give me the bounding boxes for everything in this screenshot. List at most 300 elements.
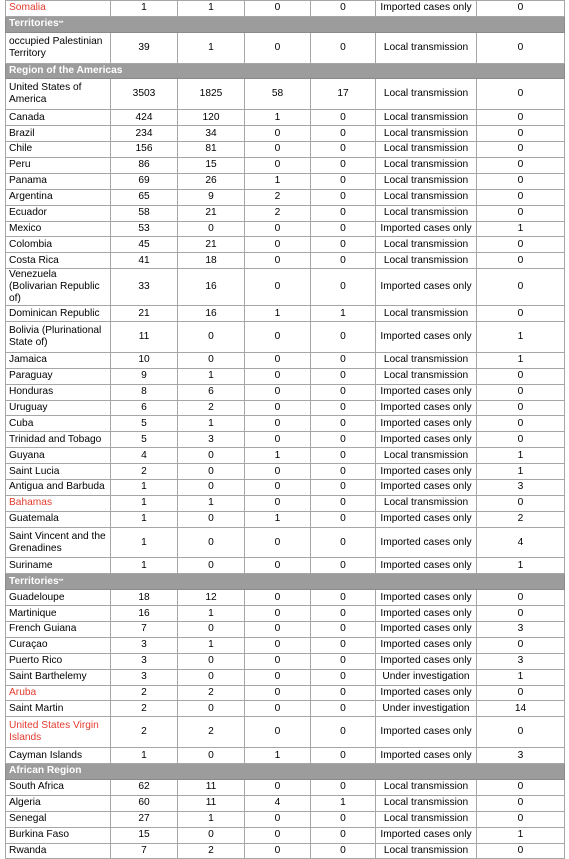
table-row — [6, 590, 565, 606]
days-since-last-case: 0 — [477, 189, 565, 205]
country-name: Chile — [6, 142, 111, 158]
days-since-last-case: 3 — [477, 748, 565, 764]
section-header-row — [6, 63, 565, 79]
total-deaths: 0 — [245, 269, 311, 306]
total-cases: 21 — [111, 306, 178, 322]
days-since-last-case: 1 — [477, 221, 565, 237]
country-name: French Guiana — [6, 622, 111, 638]
country-name: Algeria — [6, 795, 111, 811]
table-row — [6, 811, 565, 827]
new-deaths: 0 — [311, 827, 376, 843]
section-header-row — [6, 574, 565, 590]
footnote-marker: ** — [58, 21, 64, 28]
new-deaths: 0 — [311, 237, 376, 253]
new-cases: 18 — [178, 253, 245, 269]
total-deaths: 1 — [245, 173, 311, 189]
total-cases: 1 — [111, 748, 178, 764]
total-deaths: 0 — [245, 237, 311, 253]
new-deaths: 0 — [311, 653, 376, 669]
total-deaths: 2 — [245, 189, 311, 205]
table-row — [6, 189, 565, 205]
new-cases: 9 — [178, 189, 245, 205]
total-cases: 11 — [111, 322, 178, 353]
country-name: Saint Martin — [6, 701, 111, 717]
table-row — [6, 748, 565, 764]
total-cases: 5 — [111, 432, 178, 448]
new-deaths: 0 — [311, 606, 376, 622]
days-since-last-case: 0 — [477, 142, 565, 158]
new-deaths: 0 — [311, 1, 376, 17]
transmission-classification: Imported cases only — [376, 221, 477, 237]
table-row — [6, 495, 565, 511]
total-cases: 1 — [111, 511, 178, 527]
country-name: Guatemala — [6, 511, 111, 527]
new-deaths: 0 — [311, 448, 376, 464]
country-name: Ecuador — [6, 205, 111, 221]
transmission-classification: Imported cases only — [376, 827, 477, 843]
new-deaths: 0 — [311, 205, 376, 221]
section-header — [6, 764, 565, 780]
days-since-last-case: 0 — [477, 606, 565, 622]
new-cases: 0 — [178, 322, 245, 353]
table-row — [6, 779, 565, 795]
table-row — [6, 685, 565, 701]
table-row — [6, 157, 565, 173]
total-deaths: 0 — [245, 142, 311, 158]
total-deaths: 0 — [245, 32, 311, 63]
total-cases: 41 — [111, 253, 178, 269]
table-row — [6, 322, 565, 353]
total-deaths: 1 — [245, 306, 311, 322]
new-cases: 1825 — [178, 79, 245, 110]
new-cases: 12 — [178, 590, 245, 606]
country-name: Antigua and Barbuda — [6, 479, 111, 495]
new-cases: 1 — [178, 495, 245, 511]
total-cases: 2 — [111, 701, 178, 717]
days-since-last-case: 0 — [477, 432, 565, 448]
days-since-last-case: 0 — [477, 590, 565, 606]
country-name: Mexico — [6, 221, 111, 237]
days-since-last-case: 1 — [477, 669, 565, 685]
total-deaths: 0 — [245, 622, 311, 638]
new-deaths: 0 — [311, 416, 376, 432]
country-name: Panama — [6, 173, 111, 189]
total-deaths: 0 — [245, 1, 311, 17]
days-since-last-case: 0 — [477, 400, 565, 416]
total-cases: 2 — [111, 685, 178, 701]
total-cases: 3 — [111, 669, 178, 685]
total-cases: 27 — [111, 811, 178, 827]
days-since-last-case: 3 — [477, 479, 565, 495]
total-deaths: 0 — [245, 637, 311, 653]
transmission-classification: Under investigation — [376, 669, 477, 685]
country-name: Peru — [6, 157, 111, 173]
transmission-classification: Imported cases only — [376, 322, 477, 353]
new-deaths: 0 — [311, 495, 376, 511]
total-deaths: 1 — [245, 448, 311, 464]
total-cases: 234 — [111, 126, 178, 142]
total-deaths: 0 — [245, 685, 311, 701]
new-cases: 0 — [178, 748, 245, 764]
total-cases: 53 — [111, 221, 178, 237]
country-name: Cuba — [6, 416, 111, 432]
table-row — [6, 205, 565, 221]
transmission-classification: Imported cases only — [376, 685, 477, 701]
total-deaths: 0 — [245, 843, 311, 859]
new-deaths: 0 — [311, 717, 376, 748]
total-cases: 33 — [111, 269, 178, 306]
total-cases: 4 — [111, 448, 178, 464]
new-cases: 1 — [178, 637, 245, 653]
total-deaths: 0 — [245, 157, 311, 173]
total-deaths: 2 — [245, 205, 311, 221]
days-since-last-case: 0 — [477, 306, 565, 322]
country-name: Honduras — [6, 384, 111, 400]
days-since-last-case: 14 — [477, 701, 565, 717]
new-cases: 0 — [178, 464, 245, 480]
table-row — [6, 448, 565, 464]
days-since-last-case: 0 — [477, 205, 565, 221]
total-deaths: 4 — [245, 795, 311, 811]
new-cases: 0 — [178, 827, 245, 843]
total-deaths: 0 — [245, 464, 311, 480]
days-since-last-case: 3 — [477, 653, 565, 669]
total-cases: 58 — [111, 205, 178, 221]
case-table — [5, 0, 565, 859]
country-name: United States Virgin Islands — [6, 717, 111, 748]
total-deaths: 0 — [245, 495, 311, 511]
total-cases: 156 — [111, 142, 178, 158]
days-since-last-case: 0 — [477, 173, 565, 189]
new-deaths: 0 — [311, 748, 376, 764]
new-cases: 0 — [178, 669, 245, 685]
new-deaths: 0 — [311, 527, 376, 558]
days-since-last-case: 0 — [477, 495, 565, 511]
total-deaths: 0 — [245, 590, 311, 606]
transmission-classification: Imported cases only — [376, 400, 477, 416]
table-row — [6, 653, 565, 669]
country-name: Puerto Rico — [6, 653, 111, 669]
new-deaths: 0 — [311, 400, 376, 416]
total-cases: 5 — [111, 416, 178, 432]
table-row — [6, 843, 565, 859]
section-title: Region of the Americas — [9, 65, 123, 77]
section-header — [6, 16, 565, 32]
days-since-last-case: 0 — [477, 157, 565, 173]
transmission-classification: Imported cases only — [376, 269, 477, 306]
days-since-last-case: 2 — [477, 511, 565, 527]
country-name: Canada — [6, 110, 111, 126]
new-deaths: 0 — [311, 558, 376, 574]
transmission-classification: Under investigation — [376, 701, 477, 717]
days-since-last-case: 0 — [477, 637, 565, 653]
new-deaths: 0 — [311, 110, 376, 126]
new-cases: 0 — [178, 653, 245, 669]
new-deaths: 0 — [311, 157, 376, 173]
transmission-classification: Imported cases only — [376, 1, 477, 17]
country-name: Guyana — [6, 448, 111, 464]
country-name: Curaçao — [6, 637, 111, 653]
transmission-classification: Local transmission — [376, 237, 477, 253]
total-cases: 1 — [111, 479, 178, 495]
new-cases: 0 — [178, 511, 245, 527]
transmission-classification: Local transmission — [376, 32, 477, 63]
transmission-classification: Local transmission — [376, 189, 477, 205]
new-cases: 0 — [178, 527, 245, 558]
new-cases: 0 — [178, 352, 245, 368]
total-deaths: 1 — [245, 110, 311, 126]
transmission-classification: Imported cases only — [376, 416, 477, 432]
new-deaths: 0 — [311, 126, 376, 142]
total-cases: 45 — [111, 237, 178, 253]
table-row — [6, 110, 565, 126]
country-name: Aruba — [6, 685, 111, 701]
new-deaths: 0 — [311, 843, 376, 859]
total-cases: 62 — [111, 779, 178, 795]
new-deaths: 0 — [311, 384, 376, 400]
transmission-classification: Imported cases only — [376, 717, 477, 748]
table-row — [6, 416, 565, 432]
transmission-classification: Local transmission — [376, 110, 477, 126]
total-deaths: 0 — [245, 811, 311, 827]
table-row — [6, 306, 565, 322]
country-name: Costa Rica — [6, 253, 111, 269]
total-deaths: 0 — [245, 368, 311, 384]
transmission-classification: Imported cases only — [376, 590, 477, 606]
transmission-classification: Local transmission — [376, 811, 477, 827]
new-deaths: 0 — [311, 479, 376, 495]
table-row — [6, 479, 565, 495]
table-row — [6, 142, 565, 158]
transmission-classification: Local transmission — [376, 779, 477, 795]
new-deaths: 0 — [311, 511, 376, 527]
table-row — [6, 237, 565, 253]
transmission-classification: Imported cases only — [376, 558, 477, 574]
country-name: United States of America — [6, 79, 111, 110]
country-name: Venezuela (Bolivarian Republic of) — [6, 269, 111, 306]
days-since-last-case: 1 — [477, 448, 565, 464]
transmission-classification: Local transmission — [376, 205, 477, 221]
country-name: Paraguay — [6, 368, 111, 384]
new-cases: 34 — [178, 126, 245, 142]
new-cases: 26 — [178, 173, 245, 189]
new-deaths: 0 — [311, 32, 376, 63]
days-since-last-case: 0 — [477, 269, 565, 306]
total-deaths: 0 — [245, 221, 311, 237]
new-cases: 1 — [178, 606, 245, 622]
new-deaths: 0 — [311, 368, 376, 384]
total-deaths: 0 — [245, 701, 311, 717]
new-cases: 16 — [178, 269, 245, 306]
country-name: Jamaica — [6, 352, 111, 368]
total-cases: 16 — [111, 606, 178, 622]
new-deaths: 0 — [311, 811, 376, 827]
new-deaths: 0 — [311, 779, 376, 795]
table-row — [6, 384, 565, 400]
country-name: Dominican Republic — [6, 306, 111, 322]
new-cases: 11 — [178, 779, 245, 795]
total-cases: 9 — [111, 368, 178, 384]
new-cases: 21 — [178, 237, 245, 253]
table-row — [6, 827, 565, 843]
new-deaths: 0 — [311, 432, 376, 448]
total-cases: 8 — [111, 384, 178, 400]
new-deaths: 0 — [311, 352, 376, 368]
transmission-classification: Local transmission — [376, 795, 477, 811]
transmission-classification: Local transmission — [376, 79, 477, 110]
section-header — [6, 63, 565, 79]
table-row — [6, 432, 565, 448]
total-cases: 18 — [111, 590, 178, 606]
table-row — [6, 173, 565, 189]
total-deaths: 0 — [245, 717, 311, 748]
new-deaths: 0 — [311, 701, 376, 717]
total-deaths: 0 — [245, 253, 311, 269]
transmission-classification: Local transmission — [376, 448, 477, 464]
new-deaths: 0 — [311, 173, 376, 189]
new-cases: 3 — [178, 432, 245, 448]
new-deaths: 0 — [311, 253, 376, 269]
country-name: Uruguay — [6, 400, 111, 416]
transmission-classification: Local transmission — [376, 368, 477, 384]
country-name: Somalia — [6, 1, 111, 17]
transmission-classification: Imported cases only — [376, 464, 477, 480]
section-header-row — [6, 764, 565, 780]
country-name: Trinidad and Tobago — [6, 432, 111, 448]
transmission-classification: Imported cases only — [376, 748, 477, 764]
total-deaths: 0 — [245, 352, 311, 368]
total-deaths: 0 — [245, 479, 311, 495]
table-row — [6, 606, 565, 622]
new-deaths: 0 — [311, 221, 376, 237]
total-cases: 39 — [111, 32, 178, 63]
total-deaths: 0 — [245, 779, 311, 795]
total-deaths: 0 — [245, 432, 311, 448]
new-deaths: 0 — [311, 622, 376, 638]
transmission-classification: Local transmission — [376, 157, 477, 173]
days-since-last-case: 4 — [477, 527, 565, 558]
country-name: Saint Vincent and the Grenadines — [6, 527, 111, 558]
new-deaths: 1 — [311, 795, 376, 811]
table-row — [6, 221, 565, 237]
transmission-classification: Imported cases only — [376, 622, 477, 638]
total-cases: 424 — [111, 110, 178, 126]
total-cases: 3 — [111, 637, 178, 653]
new-deaths: 0 — [311, 269, 376, 306]
total-deaths: 0 — [245, 669, 311, 685]
section-header-row — [6, 16, 565, 32]
days-since-last-case: 1 — [477, 322, 565, 353]
transmission-classification: Local transmission — [376, 352, 477, 368]
table-row — [6, 32, 565, 63]
new-cases: 120 — [178, 110, 245, 126]
total-deaths: 1 — [245, 748, 311, 764]
total-cases: 2 — [111, 464, 178, 480]
transmission-classification: Imported cases only — [376, 527, 477, 558]
days-since-last-case: 1 — [477, 558, 565, 574]
new-deaths: 0 — [311, 590, 376, 606]
country-name: Bahamas — [6, 495, 111, 511]
table-row — [6, 79, 565, 110]
new-cases: 1 — [178, 1, 245, 17]
days-since-last-case: 0 — [477, 253, 565, 269]
new-cases: 15 — [178, 157, 245, 173]
table-row — [6, 400, 565, 416]
days-since-last-case: 0 — [477, 1, 565, 17]
new-cases: 2 — [178, 400, 245, 416]
total-cases: 86 — [111, 157, 178, 173]
days-since-last-case: 1 — [477, 464, 565, 480]
total-cases: 10 — [111, 352, 178, 368]
total-deaths: 58 — [245, 79, 311, 110]
section-title: African Region — [9, 765, 82, 777]
table-row — [6, 253, 565, 269]
new-deaths: 0 — [311, 142, 376, 158]
transmission-classification: Imported cases only — [376, 479, 477, 495]
table-row — [6, 352, 565, 368]
table-row — [6, 464, 565, 480]
transmission-classification: Imported cases only — [376, 384, 477, 400]
days-since-last-case: 0 — [477, 384, 565, 400]
total-cases: 69 — [111, 173, 178, 189]
table-row — [6, 622, 565, 638]
new-cases: 0 — [178, 558, 245, 574]
new-cases: 1 — [178, 811, 245, 827]
transmission-classification: Local transmission — [376, 126, 477, 142]
transmission-classification: Imported cases only — [376, 606, 477, 622]
total-deaths: 0 — [245, 558, 311, 574]
new-cases: 2 — [178, 717, 245, 748]
country-name: Suriname — [6, 558, 111, 574]
new-cases: 1 — [178, 368, 245, 384]
new-cases: 0 — [178, 448, 245, 464]
country-name: Colombia — [6, 237, 111, 253]
table-row — [6, 558, 565, 574]
total-deaths: 0 — [245, 126, 311, 142]
country-name: Burkina Faso — [6, 827, 111, 843]
new-cases: 2 — [178, 685, 245, 701]
new-cases: 1 — [178, 32, 245, 63]
new-cases: 0 — [178, 221, 245, 237]
days-since-last-case: 0 — [477, 811, 565, 827]
table-row — [6, 511, 565, 527]
country-name: Saint Barthelemy — [6, 669, 111, 685]
country-name: South Africa — [6, 779, 111, 795]
table-row — [6, 637, 565, 653]
table-row — [6, 717, 565, 748]
country-name: Bolivia (Plurinational State of) — [6, 322, 111, 353]
new-deaths: 0 — [311, 685, 376, 701]
new-cases: 21 — [178, 205, 245, 221]
days-since-last-case: 1 — [477, 827, 565, 843]
transmission-classification: Local transmission — [376, 843, 477, 859]
table-row — [6, 368, 565, 384]
days-since-last-case: 3 — [477, 622, 565, 638]
days-since-last-case: 1 — [477, 352, 565, 368]
new-cases: 0 — [178, 622, 245, 638]
country-name: Cayman Islands — [6, 748, 111, 764]
days-since-last-case: 0 — [477, 237, 565, 253]
section-title: Territories — [9, 18, 59, 30]
days-since-last-case: 0 — [477, 126, 565, 142]
total-cases: 3503 — [111, 79, 178, 110]
table-row — [6, 269, 565, 306]
country-name: Martinique — [6, 606, 111, 622]
total-cases: 1 — [111, 527, 178, 558]
country-name: occupied Palestinian Territory — [6, 32, 111, 63]
total-cases: 7 — [111, 843, 178, 859]
total-cases: 60 — [111, 795, 178, 811]
